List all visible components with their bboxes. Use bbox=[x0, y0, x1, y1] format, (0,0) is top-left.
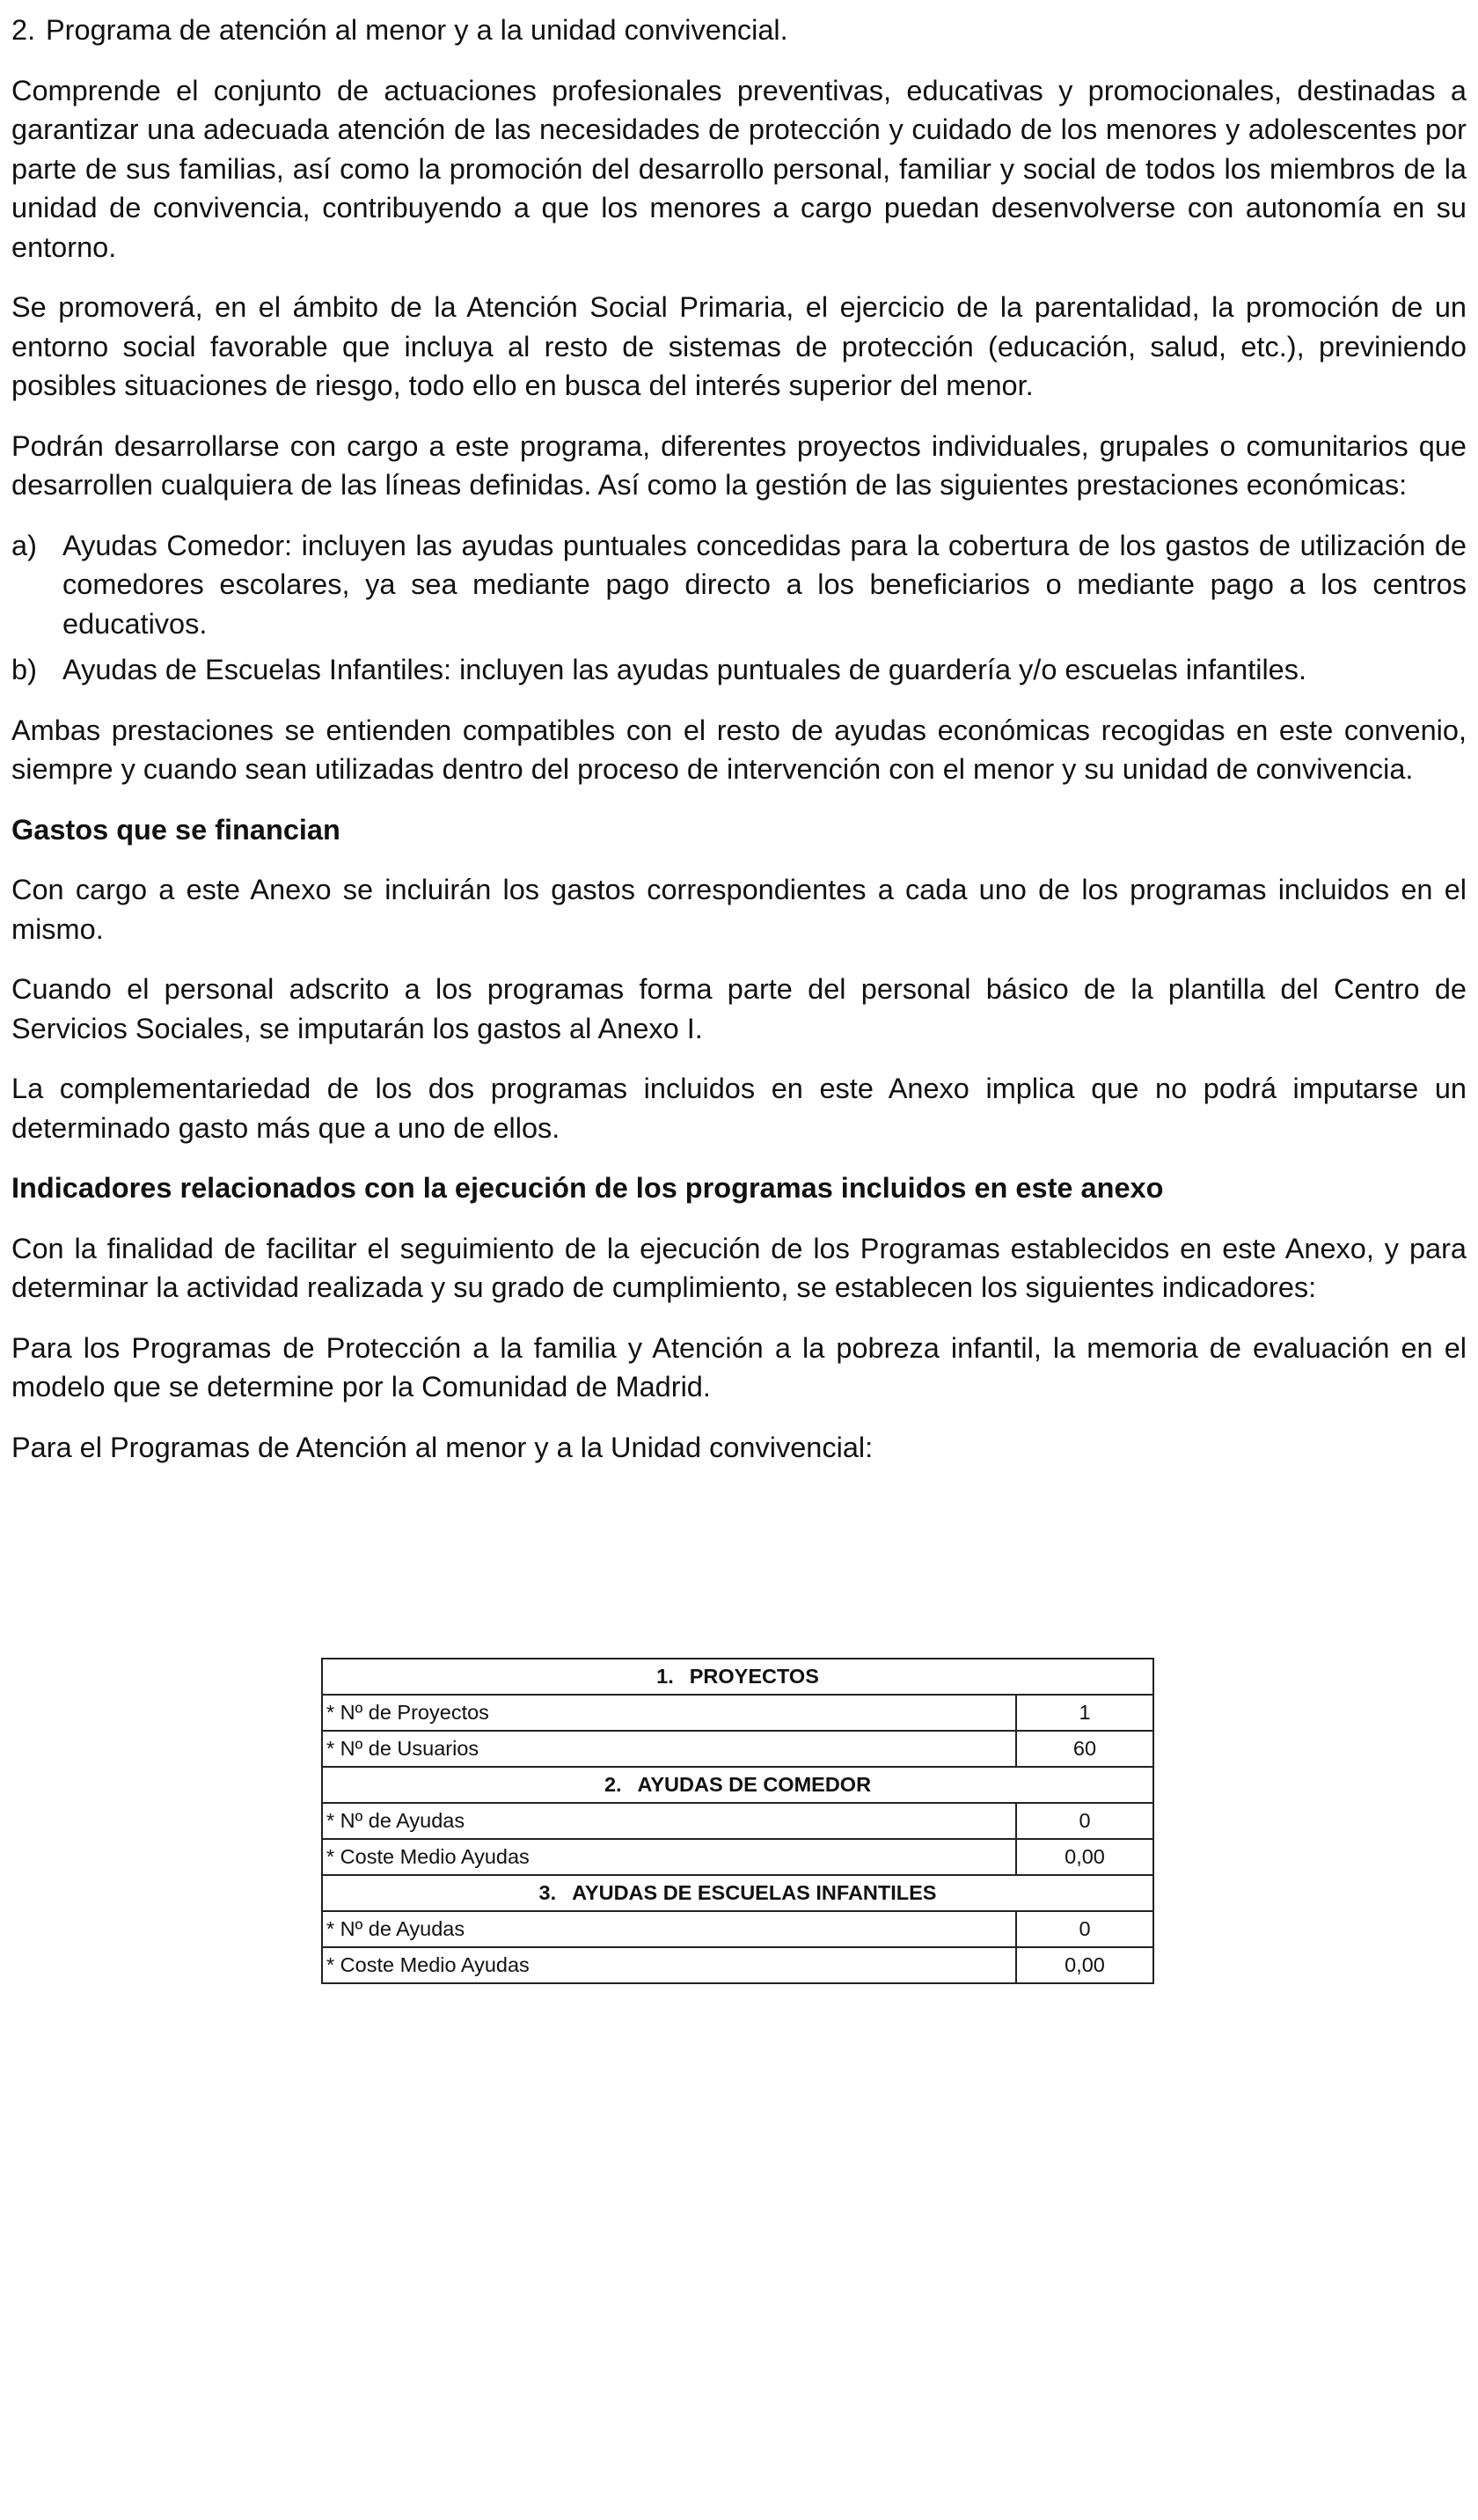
paragraph: Cuando el personal adscrito a los programas forma parte del personal básico de la plantilla del Centro de Servicios Sociales, se imputarán los gastos al Anexo I. bbox=[11, 973, 1467, 1044]
table-section-header bbox=[322, 1767, 1153, 1803]
indicators-table bbox=[321, 1658, 1154, 1984]
list-marker: b) bbox=[11, 654, 37, 685]
row-value: 0,00 bbox=[1016, 1947, 1153, 1983]
row-value: 0 bbox=[1016, 1911, 1153, 1947]
row-label: * Nº de Ayudas bbox=[322, 1911, 1016, 1947]
paragraph: Para los Programas de Protección a la familia y Atención a la pobreza infantil, la memoria de evaluación en el modelo que se determine por la Comunidad de Madrid. bbox=[11, 1331, 1467, 1403]
row-value: 0,00 bbox=[1016, 1839, 1153, 1875]
paragraph: Se promoverá, en el ámbito de la Atención Social Primaria, el ejercicio de la parentalidad, la promoción de un entorno social favorable que incluya al resto de sistemas de protección (educación, salud, etc.), previniendo posibles situaciones de riesgo, todo ello en busca del interés superior del menor. bbox=[11, 291, 1467, 401]
table-row bbox=[322, 1947, 1153, 1983]
table-row bbox=[322, 1803, 1153, 1839]
table-row bbox=[322, 1731, 1153, 1767]
row-label: * Coste Medio Ayudas bbox=[322, 1839, 1016, 1875]
section-number: 2. bbox=[604, 1773, 622, 1796]
benefits-list bbox=[11, 526, 1467, 690]
program-number: 2. bbox=[11, 14, 36, 46]
paragraph: Podrán desarrollarse con cargo a este programa, diferentes proyectos individuales, grupales o comunitarios que desarrollen cualquiera de las líneas definidas. Así como la gestión de las siguientes prestaciones económicas: bbox=[11, 429, 1467, 501]
section-title: AYUDAS DE ESCUELAS INFANTILES bbox=[572, 1881, 937, 1904]
row-label: * Nº de Usuarios bbox=[322, 1731, 1016, 1767]
section-number: 3. bbox=[538, 1881, 557, 1904]
program-title bbox=[11, 11, 1467, 50]
row-value: 1 bbox=[1016, 1695, 1153, 1731]
row-label: * Coste Medio Ayudas bbox=[322, 1947, 1016, 1983]
paragraph: Ambas prestaciones se entienden compatibles con el resto de ayudas económicas recogidas en este convenio, siempre y cuando sean utilizadas dentro del proceso de intervención con el menor y su unidad de convivencia. bbox=[11, 714, 1467, 785]
section-title: PROYECTOS bbox=[689, 1665, 819, 1688]
row-label: * Nº de Proyectos bbox=[322, 1695, 1016, 1731]
list-item bbox=[11, 650, 1467, 690]
list-marker: a) bbox=[11, 529, 37, 561]
list-item-text: Ayudas Comedor: incluyen las ayudas puntuales concedidas para la cobertura de los gastos de utilización de comedores escolares, ya sea mediante pago directo a los beneficiarios o mediante pago a los centros educativos. bbox=[62, 529, 1467, 640]
section-heading-indicadores: Indicadores relacionados con la ejecución de los programas incluidos en este anexo bbox=[11, 1172, 1164, 1204]
table-row bbox=[322, 1695, 1153, 1731]
row-value: 60 bbox=[1016, 1731, 1153, 1767]
section-header-cell bbox=[322, 1767, 1153, 1803]
section-number: 1. bbox=[656, 1665, 674, 1688]
section-heading-gastos: Gastos que se financian bbox=[11, 813, 340, 846]
list-item bbox=[11, 526, 1467, 644]
table-section-header bbox=[322, 1875, 1153, 1911]
section-header-cell bbox=[322, 1659, 1153, 1695]
paragraph: Comprende el conjunto de actuaciones profesionales preventivas, educativas y promocionales, destinadas a garantizar una adecuada atención de las necesidades de protección y cuidado de los menores y adolescentes por parte de sus familias, así como la promoción del desarrollo personal, familiar y social de todos los miembros de la unidad de convivencia, contribuyendo a que los menores a cargo puedan desenvolverse con autonomía en su entorno. bbox=[11, 74, 1467, 263]
paragraph: Para el Programas de Atención al menor y a la Unidad convivencial: bbox=[11, 1431, 874, 1463]
section-header-cell bbox=[322, 1875, 1153, 1911]
paragraph: La complementariedad de los dos programas incluidos en este Anexo implica que no podrá imputarse un determinado gasto más que a uno de ellos. bbox=[11, 1073, 1467, 1144]
row-value: 0 bbox=[1016, 1803, 1153, 1839]
indicators-table-wrapper bbox=[321, 1658, 1154, 1984]
paragraph: Con cargo a este Anexo se incluirán los gastos correspondientes a cada uno de los programas incluidos en el mismo. bbox=[11, 874, 1467, 945]
paragraph: Con la finalidad de facilitar el seguimiento de la ejecución de los Programas establecidos en este Anexo, y para determinar la actividad realizada y su grado de cumplimiento, se establecen los siguientes indicadores: bbox=[11, 1232, 1467, 1303]
table-row bbox=[322, 1911, 1153, 1947]
list-item-text: Ayudas de Escuelas Infantiles: incluyen las ayudas puntuales de guardería y/o escuelas infantiles. bbox=[62, 654, 1307, 685]
document-page bbox=[11, 11, 1467, 1488]
program-title-text: Programa de atención al menor y a la unidad convivencial. bbox=[46, 14, 788, 46]
section-title: AYUDAS DE COMEDOR bbox=[637, 1773, 872, 1796]
table-row bbox=[322, 1839, 1153, 1875]
row-label: * Nº de Ayudas bbox=[322, 1803, 1016, 1839]
table-section-header bbox=[322, 1659, 1153, 1695]
